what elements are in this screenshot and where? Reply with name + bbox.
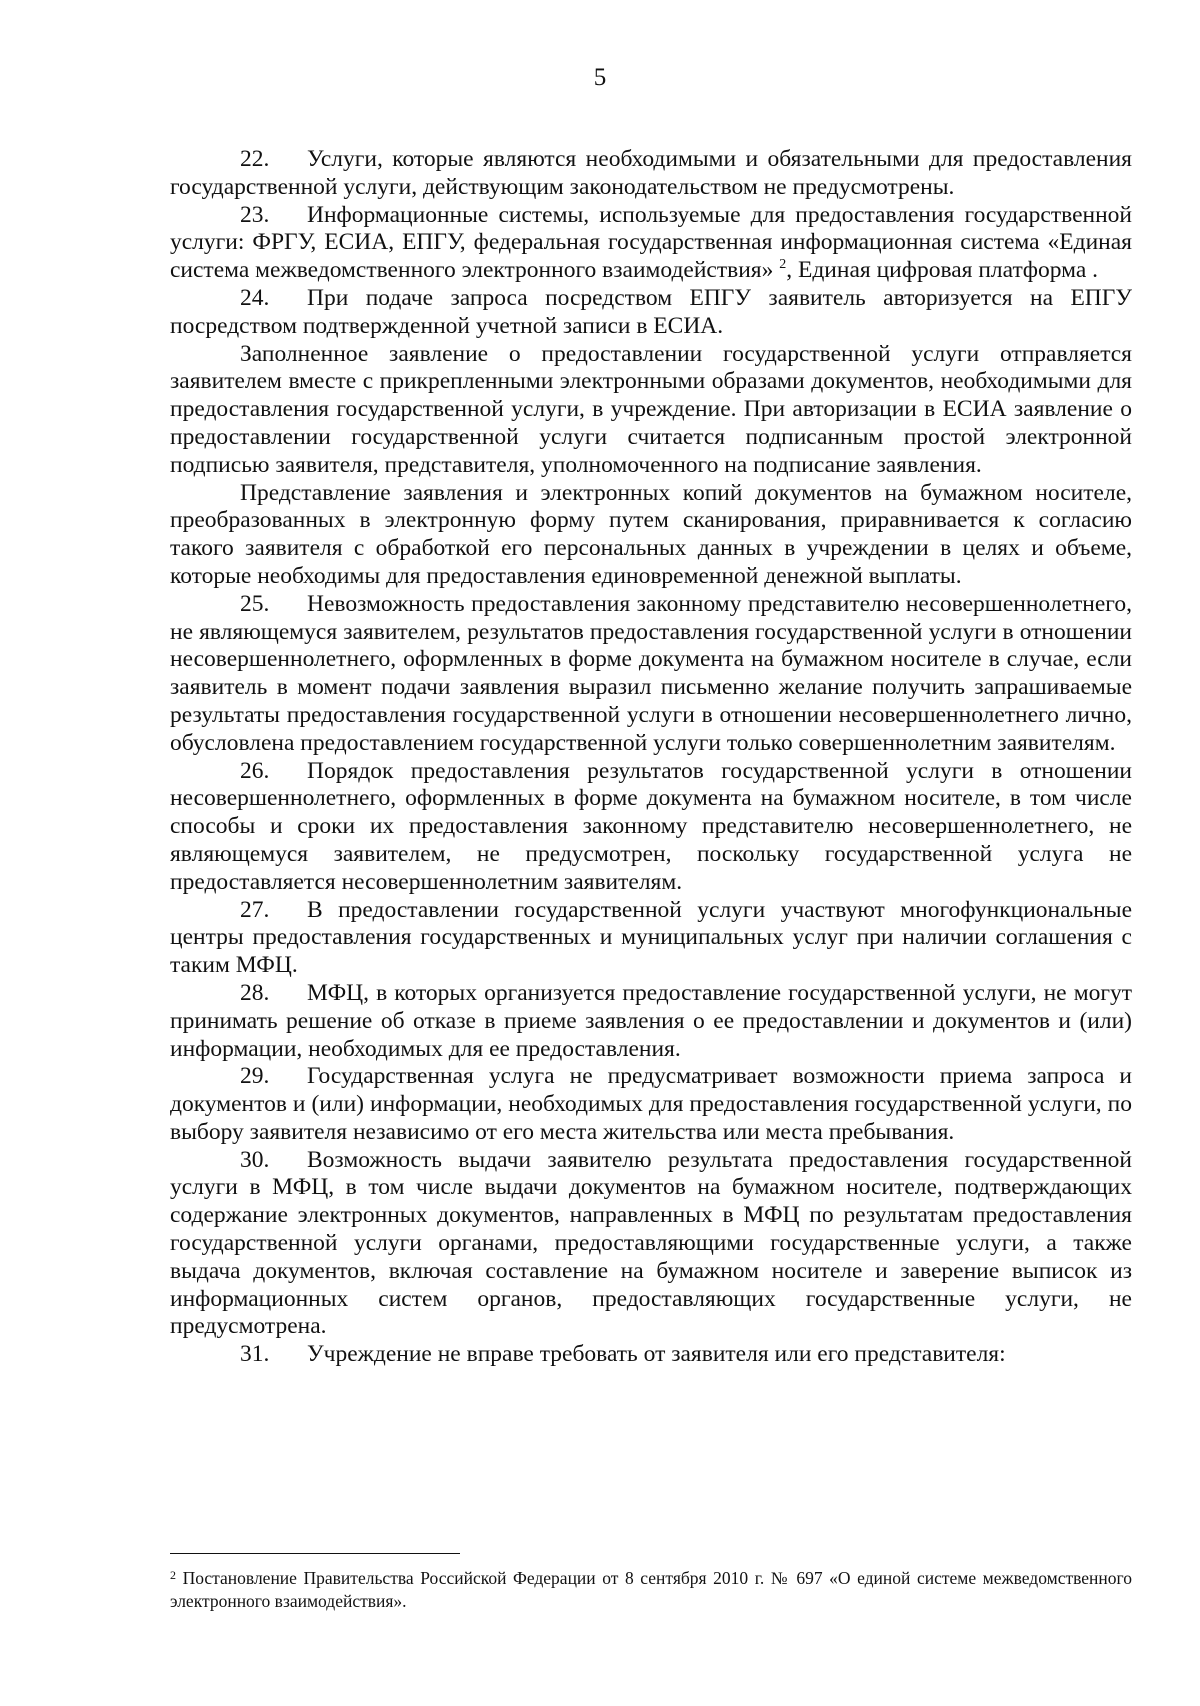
paragraph-number: 27.: [240, 896, 270, 923]
paragraph-22: [170, 146, 1132, 202]
paragraph-text: В предоставлении государственной услуги участвуют многофункциональные центры предоставления государственных и муниципальных услуг при наличии соглашения с таким МФЦ.: [170, 896, 1132, 979]
paragraph-text: Услуги, которые являются необходимыми и обязательными для предоставления государственной услуги, действующим законодательством не предусмотрены.: [170, 146, 1132, 200]
paragraph-25: [170, 591, 1132, 758]
paragraph-text-tail: , Единая цифровая платформа .: [786, 257, 1098, 284]
paragraph-text: Заполненное заявление о предоставлении государственной услуги отправляется заявителем вместе с прикрепленными электронными образами документов, необходимыми для предоставления государственной услуги, в учреждение. При авторизации в ЕСИА заявление о предоставлении государственной услуги считается подписанным простой электронной подписью заявителя, представителя, уполномоченного на подписание заявления.: [170, 340, 1132, 478]
page-number: 5: [593, 64, 607, 91]
paragraph-text: Порядок предоставления результатов государственной услуги в отношении несовершеннолетнего, оформленных в форме документа на бумажном носителе, в том числе способы и сроки их предоставления законному представителю несовершеннолетнего, не являющемуся заявителем, не предусмотрен, поскольку государственной услуга не предоставляется несовершеннолетним заявителям.: [170, 757, 1132, 895]
paragraph-24: [170, 285, 1132, 341]
paragraph-text: При подаче запроса посредством ЕПГУ заявитель авторизуется на ЕПГУ посредством подтвержденной учетной записи в ЕСИА.: [170, 284, 1132, 339]
paragraph-30: [170, 1147, 1132, 1342]
footnote-reference: 2: [779, 257, 787, 273]
paragraph-28: [170, 980, 1132, 1063]
paragraph-number: 26.: [240, 757, 270, 784]
paragraph-26: [170, 758, 1132, 897]
footnote-mark: 2: [170, 1568, 176, 1582]
paragraph-29: [170, 1063, 1132, 1146]
paragraph-number: 25.: [240, 590, 270, 617]
paragraph-24-consent: [170, 480, 1132, 591]
paragraph-number: 29.: [240, 1063, 270, 1090]
footnote-text: Постановление Правительства Российской Федерации от 8 сентября 2010 г. № 697 «О единой системе межведомственного электронного взаимодействия».: [170, 1568, 1133, 1611]
footnote: [170, 1564, 1132, 1613]
paragraph-number: 24.: [240, 284, 270, 311]
footnote-divider: [170, 1553, 460, 1554]
paragraph-23: [170, 202, 1132, 285]
paragraph-text: Государственная услуга не предусматривает возможности приема запроса и документов и (или) информации, необходимых для предоставления государственной услуги, по выбору заявителя независимо от его места жительства или места пребывания.: [170, 1063, 1132, 1145]
paragraph-27: [170, 897, 1132, 980]
paragraph-number: 22.: [240, 146, 270, 172]
paragraph-text: МФЦ, в которых организуется предоставление государственной услуги, не могут принимать решение об отказе в приеме заявления о ее предоставлении и документов и (или) информации, необходимых для ее предоставления.: [170, 979, 1132, 1062]
paragraph-31: [170, 1341, 1132, 1369]
paragraph-24-application: [170, 341, 1132, 480]
paragraph-text: Представление заявления и электронных копий документов на бумажном носителе, преобразованных в электронную форму путем сканирования, приравнивается к согласию такого заявителя с обработкой его персональных данных в учреждении в целях и объеме, которые необходимы для предоставления единовременной денежной выплаты.: [170, 479, 1132, 589]
paragraph-number: 28.: [240, 979, 270, 1006]
paragraph-text: Невозможность предоставления законному представителю несовершеннолетнего, не являющемуся заявителем, результатов предоставления государственной услуги в отношении несовершеннолетнего, оформленных в форме документа на бумажном носителе в случае, если заявитель в момент подачи заявления выразил письменно желание получить запрашиваемые результаты предоставления государственной услуги в отношении несовершеннолетнего лично, обусловлена предоставлением государственной услуги только совершеннолетним заявителям.: [170, 590, 1132, 756]
paragraph-text: Учреждение не вправе требовать от заявителя или его представителя:: [307, 1341, 1006, 1368]
paragraph-number: 31.: [240, 1341, 270, 1368]
paragraph-number: 23.: [240, 201, 270, 228]
paragraph-text: Возможность выдачи заявителю результата предоставления государственной услуги в МФЦ, в том числе выдачи документов на бумажном носителе, подтверждающих содержание электронных документов, направленных в МФЦ по результатам предоставления государственной услуги органами, предоставляющими государственные услуги, а также выдача документов, включая составление на бумажном носителе и заверение выписок из информационных систем органов, предоставляющих государственные услуги, не предусмотрена.: [170, 1146, 1132, 1340]
paragraph-text: Информационные системы, используемые для предоставления государственной услуги: ФРГУ, ЕСИА, ЕПГУ, федеральная государственная информационная система «Единая система межведомственного электронного взаимодействия»: [170, 201, 1132, 284]
paragraph-number: 30.: [240, 1146, 270, 1173]
document-body: [170, 146, 1132, 1369]
